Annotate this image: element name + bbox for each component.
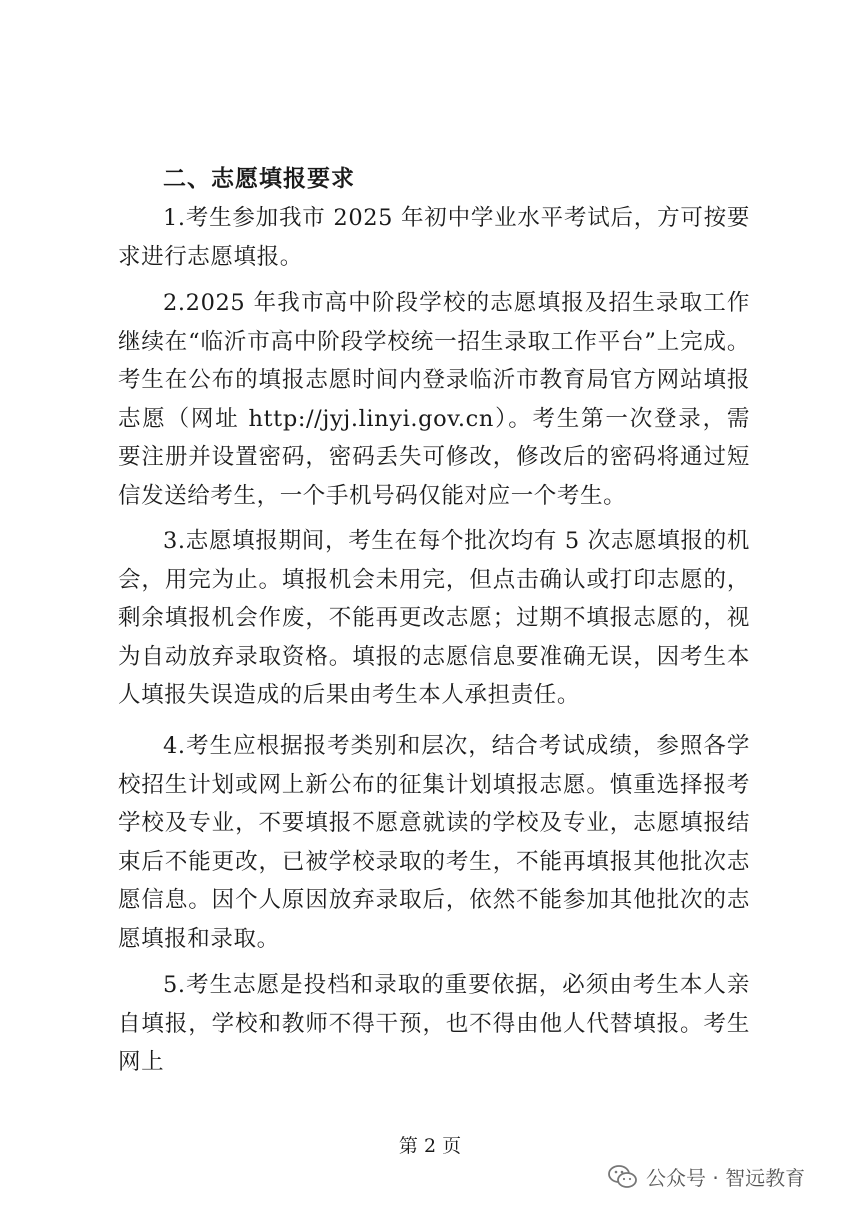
paragraph-1: 1.考生参加我市 2025 年初中学业水平考试后，方可按要求进行志愿填报。 xyxy=(118,205,750,270)
paragraph-2: 2.2025 年我市高中阶段学校的志愿填报及招生录取工作继续在“临沂市高中阶段学校统一招生录取工作平台”上完成。考生在公布的填报志愿时间内登录临沂市教育局官方网站填报志愿（网址 http://jyj.linyi.gov.cn）。考生第一次登录，需要注册并设置密码，密码丢失可修改，修改后的密码将通过短信发送给考生，一个手机号码仅能对应一个考生。 xyxy=(118,290,750,509)
wechat-icon xyxy=(608,1164,638,1190)
paragraph-3: 3.志愿填报期间，考生在每个批次均有 5 次志愿填报的机会，用完为止。填报机会未用完，但点击确认或打印志愿的，剩余填报机会作废，不能再更改志愿；过期不填报志愿的，视为自动放弃录取资格。填报的志愿信息要准确无误，因考生本人填报失误造成的后果由考生本人承担责任。 xyxy=(118,528,750,708)
paragraph-4: 4.考生应根据报考类别和层次，结合考试成绩，参照各学校招生计划或网上新公布的征集计划填报志愿。慎重选择报考学校及专业，不要填报不愿意就读的学校及专业，志愿填报结束后不能更改，已被学校录取的考生，不能再填报其他批次志愿信息。因个人原因放弃录取后，依然不能参加其他批次的志愿填报和录取。 xyxy=(118,733,750,952)
section-heading: 二、志愿填报要求 xyxy=(163,166,355,192)
watermark xyxy=(608,1162,805,1191)
paragraph-5: 5.考生志愿是投档和录取的重要依据，必须由考生本人亲自填报，学校和教师不得干预，也不得由他人代替填报。考生网上 xyxy=(118,972,750,1075)
page-number: 第 2 页 xyxy=(398,1135,462,1157)
watermark-text: 公众号 · 智远教育 xyxy=(646,1166,806,1190)
